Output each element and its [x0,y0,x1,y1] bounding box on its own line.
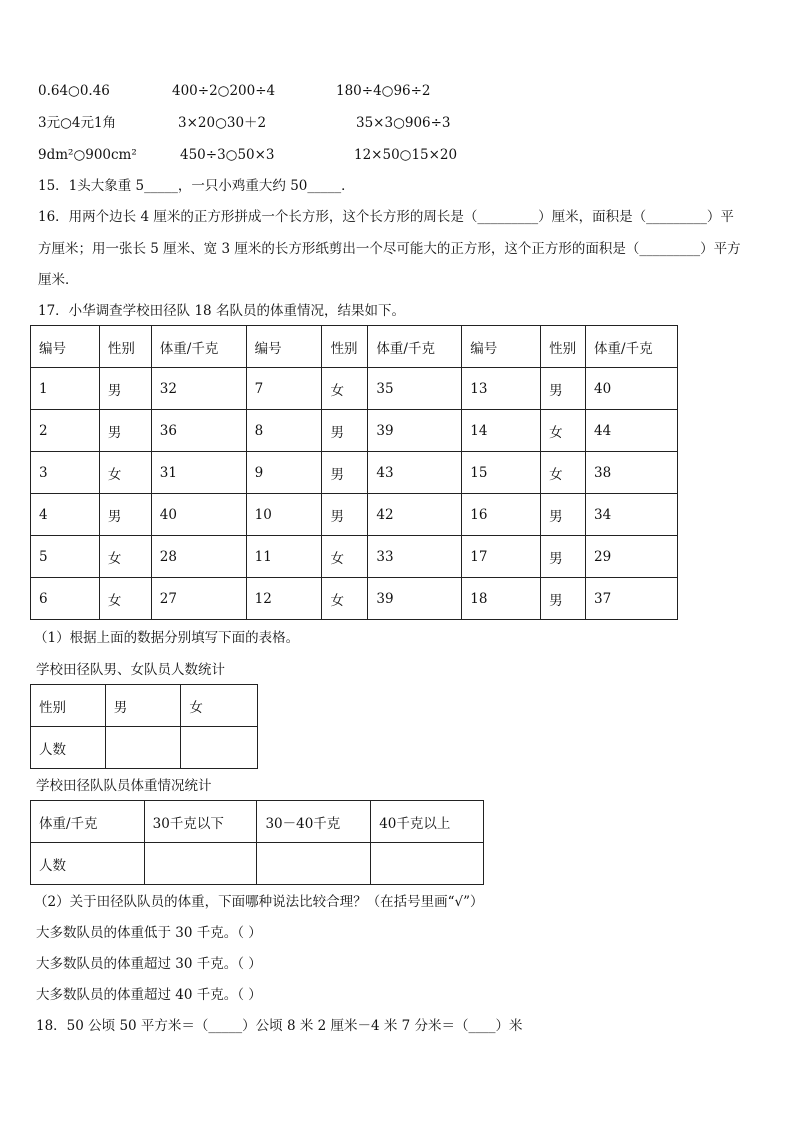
table-cell: 44 [586,410,678,452]
header-cell: 编号 [246,326,322,368]
table-cell: 31 [151,452,246,494]
table-cell: 人数 [31,843,145,885]
answer-cell-under-30[interactable] [144,843,257,885]
table-cell: 女 [99,578,151,620]
answer-cell-male[interactable] [105,727,181,769]
comparison-r1c1: 0.64○0.46 [38,83,110,99]
table-cell: 10 [246,494,322,536]
table-cell: 35 [368,368,462,410]
table-cell: 体重/千克 [31,801,145,843]
table-cell: 28 [151,536,246,578]
table-cell: 36 [151,410,246,452]
table-cell: 42 [368,494,462,536]
part-1-instruction: （1）根据上面的数据分别填写下面的表格。 [34,630,300,646]
table-cell: 14 [462,410,541,452]
header-cell: 体重/千克 [368,326,462,368]
comparison-r3c3: 12×50○15×20 [354,147,458,163]
table-cell: 29 [586,536,678,578]
table-cell: 39 [368,410,462,452]
header-cell: 编号 [31,326,100,368]
answer-cell-30-40[interactable] [257,843,371,885]
table-cell: 32 [151,368,246,410]
option-under-30[interactable]: 大多数队员的体重低于 30 千克。（ ） [36,925,262,941]
table-cell: 15 [462,452,541,494]
gender-table-title: 学校田径队男、女队员人数统计 [36,662,225,678]
table-cell: 27 [151,578,246,620]
table-cell: 30千克以下 [144,801,257,843]
table-cell: 30－40千克 [257,801,371,843]
table-row [31,452,678,494]
table-row [31,727,258,769]
table-cell: 2 [31,410,100,452]
table-cell: 5 [31,536,100,578]
table-cell: 11 [246,536,322,578]
table-cell: 13 [462,368,541,410]
comparison-r2c3: 35×3○906÷3 [356,115,451,131]
table-cell: 女 [322,578,368,620]
part-2-instruction: （2）关于田径队队员的体重，下面哪种说法比较合理？（在括号里画“√”） [34,894,484,910]
header-cell: 性别 [99,326,151,368]
table-cell: 6 [31,578,100,620]
weight-table-title: 学校田径队队员体重情况统计 [36,778,212,794]
table-cell: 女 [322,536,368,578]
comparison-r1c2: 400÷2○200÷4 [172,83,276,99]
question-15: 15．1头大象重 5_____，一只小鸡重大约 50_____． [38,178,355,194]
table-cell: 17 [462,536,541,578]
table-cell: 女 [322,368,368,410]
answer-cell-over-40[interactable] [371,843,484,885]
table-cell: 8 [246,410,322,452]
table-cell: 37 [586,578,678,620]
question-16-line2: 方厘米；用一张长 5 厘米、宽 3 厘米的长方形纸剪出一个尽可能大的正方形，这个正方形的面积是（_________）平方 [38,241,741,257]
table-cell: 43 [368,452,462,494]
table-cell: 7 [246,368,322,410]
question-17-intro: 17．小华调查学校田径队 18 名队员的体重情况，结果如下。 [38,303,405,319]
table-cell: 3 [31,452,100,494]
question-18: 18．50 公顷 50 平方米＝（_____）公顷 8 米 2 厘米－4 米 7 分米＝（____）米 [36,1018,523,1034]
table-cell: 39 [368,578,462,620]
header-cell: 性别 [322,326,368,368]
table-cell: 女 [541,452,586,494]
table-cell: 40千克以上 [371,801,484,843]
table-cell: 40 [151,494,246,536]
table-cell: 性别 [31,685,106,727]
comparison-r2c1: 3元○4元1角 [38,115,117,131]
gender-count-table [30,684,258,769]
table-row [31,578,678,620]
table-cell: 男 [541,578,586,620]
table-row [31,494,678,536]
option-over-30[interactable]: 大多数队员的体重超过 30 千克。（ ） [36,956,262,972]
table-cell: 男 [541,494,586,536]
table-cell: 男 [322,410,368,452]
table-cell: 4 [31,494,100,536]
option-over-40[interactable]: 大多数队员的体重超过 40 千克。（ ） [36,987,262,1003]
table-cell: 男 [541,536,586,578]
table-cell: 人数 [31,727,106,769]
answer-cell-female[interactable] [181,727,258,769]
comparison-r3c2: 450÷3○50×3 [180,147,275,163]
comparison-r1c3: 180÷4○96÷2 [336,83,431,99]
table-row [31,685,258,727]
table-cell: 34 [586,494,678,536]
table-cell: 男 [105,685,181,727]
header-cell: 编号 [462,326,541,368]
table-cell: 男 [322,494,368,536]
table-header-row [31,326,678,368]
table-cell: 16 [462,494,541,536]
table-cell: 男 [99,368,151,410]
table-cell: 1 [31,368,100,410]
table-cell: 18 [462,578,541,620]
table-cell: 40 [586,368,678,410]
weight-range-table [30,800,484,885]
table-row [31,801,484,843]
table-cell: 38 [586,452,678,494]
comparison-r2c2: 3×20○30＋2 [178,115,267,131]
table-row [31,410,678,452]
table-cell: 女 [181,685,258,727]
table-cell: 男 [322,452,368,494]
table-cell: 9 [246,452,322,494]
header-cell: 体重/千克 [586,326,678,368]
table-cell: 33 [368,536,462,578]
table-cell: 女 [99,452,151,494]
comparison-r3c1: 9dm²○900cm² [38,147,137,163]
question-16-line3: 厘米． [38,272,79,288]
table-row [31,843,484,885]
team-weight-table [30,325,678,620]
table-cell: 女 [99,536,151,578]
table-cell: 男 [541,368,586,410]
table-cell: 12 [246,578,322,620]
table-cell: 女 [541,410,586,452]
table-cell: 男 [99,410,151,452]
table-row [31,536,678,578]
header-cell: 体重/千克 [151,326,246,368]
table-cell: 男 [99,494,151,536]
question-16-line1: 16．用两个边长 4 厘米的正方形拼成一个长方形，这个长方形的周长是（_________）厘米，面积是（_________）平 [38,209,734,225]
header-cell: 性别 [541,326,586,368]
table-row [31,368,678,410]
